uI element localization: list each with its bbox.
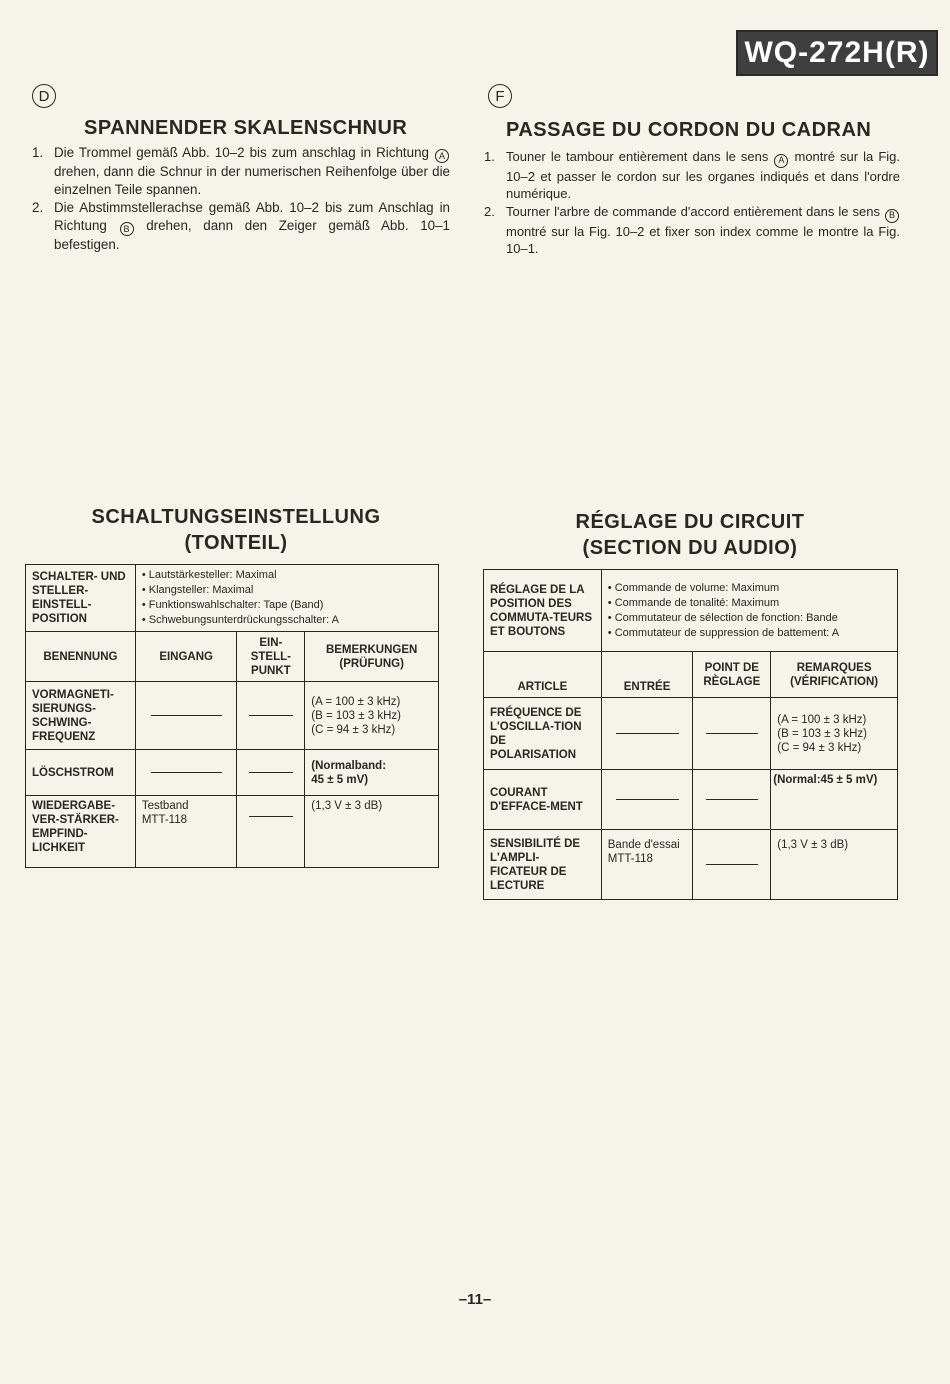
table-row	[26, 796, 439, 868]
step-text: drehen, dann den Zeiger gemäß Abb. 10–1 befestigen.	[54, 218, 450, 252]
header-point: EIN-STELL-PUNKT	[237, 632, 305, 682]
position-item: • Commutateur de sélection de fonction: Bande	[608, 611, 891, 626]
model-number-badge: WQ-272H(R)	[736, 30, 938, 76]
section-letter-d: D	[32, 84, 56, 108]
right-steps-list	[484, 148, 900, 258]
step-text: montré sur la Fig. 10–2 et passer le cordon sur les organes indiqués et dans l'ordre numérique.	[506, 149, 900, 202]
row-point	[693, 830, 771, 900]
left-adjustment-table	[25, 564, 439, 868]
right-step-2	[484, 203, 900, 258]
row-name: SENSIBILITÉ DE L'AMPLI-FICATEUR DE LECTURE	[484, 830, 602, 900]
step-text: Die Trommel gemäß Abb. 10–2 bis zum anschlag in Richtung	[54, 145, 434, 160]
right-section-heading: PASSAGE DU CORDON DU CADRAN	[506, 119, 872, 141]
step-text: Tourner l'arbre de commande d'accord entièrement dans le sens	[506, 203, 884, 219]
circled-letter-b-icon: B	[120, 222, 134, 236]
row-point	[693, 770, 771, 830]
position-item: • Commutateur de suppression de battement: A	[608, 626, 891, 641]
row-input: Bande d'essai MTT-118	[601, 830, 693, 900]
position-item: • Commande de volume: Maximum	[608, 581, 891, 596]
position-settings	[601, 570, 897, 652]
left-table-title-line-2: (TONTEIL)	[184, 532, 288, 554]
position-item: • Lautstärkesteller: Maximal	[142, 568, 432, 583]
section-letter-f: F	[488, 84, 512, 108]
row-remarks: (Normal:45 ± 5 mV)	[771, 770, 898, 830]
row-point	[237, 796, 305, 868]
row-name: WIEDERGABE-VER-STÄRKER-EMPFIND-LICHKEIT	[26, 796, 136, 868]
step-text: montré sur la Fig. 10–2 et fixer son index comme le montre la Fig. 10–1.	[506, 223, 900, 256]
right-adjustment-table	[483, 569, 898, 900]
table-row	[484, 830, 898, 900]
row-name: VORMAGNETI-SIERUNGS-SCHWING-FREQUENZ	[26, 682, 136, 750]
row-input: Testband MTT-118	[135, 796, 237, 868]
left-step-1	[32, 144, 450, 199]
table-row	[26, 750, 439, 796]
position-label: SCHALTER- UND STELLER- EINSTELL- POSITION	[26, 565, 136, 632]
row-input	[601, 770, 693, 830]
step-text: drehen, dann die Schnur in der numerischen Reihenfolge über die einzelnen Teile spannen.	[54, 164, 450, 197]
position-item: • Klangsteller: Maximal	[142, 583, 432, 598]
row-point	[237, 750, 305, 796]
table-row	[484, 698, 898, 770]
step-number: 2.	[484, 203, 495, 219]
step-number: 2.	[32, 200, 44, 215]
header-name: BENENNUNG	[26, 632, 136, 682]
header-article: ARTICLE	[484, 652, 602, 698]
left-table-title-line-1: SCHALTUNGSEINSTELLUNG	[91, 506, 381, 528]
step-number: 1.	[484, 149, 495, 164]
header-point: POINT DE RÈGLAGE	[693, 652, 771, 698]
row-input	[135, 750, 237, 796]
row-name: COURANT D'EFFACE-MENT	[484, 770, 602, 830]
circled-letter-a-icon: A	[435, 149, 449, 163]
row-input	[135, 682, 237, 750]
right-step-1	[484, 148, 900, 203]
row-remarks: (A = 100 ± 3 kHz) (B = 103 ± 3 kHz) (C = 94 ± 3 kHz)	[305, 682, 439, 750]
position-settings	[135, 565, 438, 632]
row-name: FRÉQUENCE DE L'OSCILLA-TION DE POLARISATION	[484, 698, 602, 770]
table-row	[26, 682, 439, 750]
position-item: • Commande de tonalité: Maximum	[608, 596, 891, 611]
step-text: Die Abstimmstellerachse gemäß Abb. 10–2 bis zum Anschlag in Richtung	[54, 200, 450, 233]
header-remarks: BEMERKUNGEN (PRÜFUNG)	[305, 632, 439, 682]
page-number: –11–	[458, 1291, 492, 1308]
row-remarks: (A = 100 ± 3 kHz) (B = 103 ± 3 kHz) (C = 94 ± 3 kHz)	[771, 698, 898, 770]
step-text: Touner le tambour entièrement dans le sens	[506, 149, 774, 164]
row-remarks: (1,3 V ± 3 dB)	[771, 830, 898, 900]
circled-letter-a-icon: A	[774, 154, 788, 168]
row-point	[237, 682, 305, 750]
header-input: ENTRÉE	[601, 652, 693, 698]
right-table-title	[484, 509, 896, 561]
row-point	[693, 698, 771, 770]
header-remarks: REMARQUES (VÉRIFICATION)	[771, 652, 898, 698]
row-input	[601, 698, 693, 770]
header-input: EINGANG	[135, 632, 237, 682]
table-row	[484, 770, 898, 830]
left-table-title	[30, 504, 442, 556]
row-name: LÖSCHSTROM	[26, 750, 136, 796]
right-table-title-line-2: (SECTION DU AUDIO)	[582, 537, 798, 559]
step-number: 1.	[32, 145, 44, 160]
right-table-title-line-1: RÉGLAGE DU CIRCUIT	[575, 511, 805, 533]
row-remarks: (1,3 V ± 3 dB)	[305, 796, 439, 868]
left-section-heading: SPANNENDER SKALENSCHNUR	[84, 117, 408, 139]
position-label: RÉGLAGE DE LA POSITION DES COMMUTA-TEURS ET BOUTONS	[484, 570, 602, 652]
left-step-2	[32, 199, 450, 254]
position-item: • Funktionswahlschalter: Tape (Band)	[142, 598, 432, 613]
position-item: • Schwebungsunterdrückungsschalter: A	[142, 613, 432, 628]
left-steps-list	[32, 144, 450, 254]
row-remarks: (Normalband: 45 ± 5 mV)	[305, 750, 439, 796]
circled-letter-b-icon: B	[885, 209, 899, 223]
